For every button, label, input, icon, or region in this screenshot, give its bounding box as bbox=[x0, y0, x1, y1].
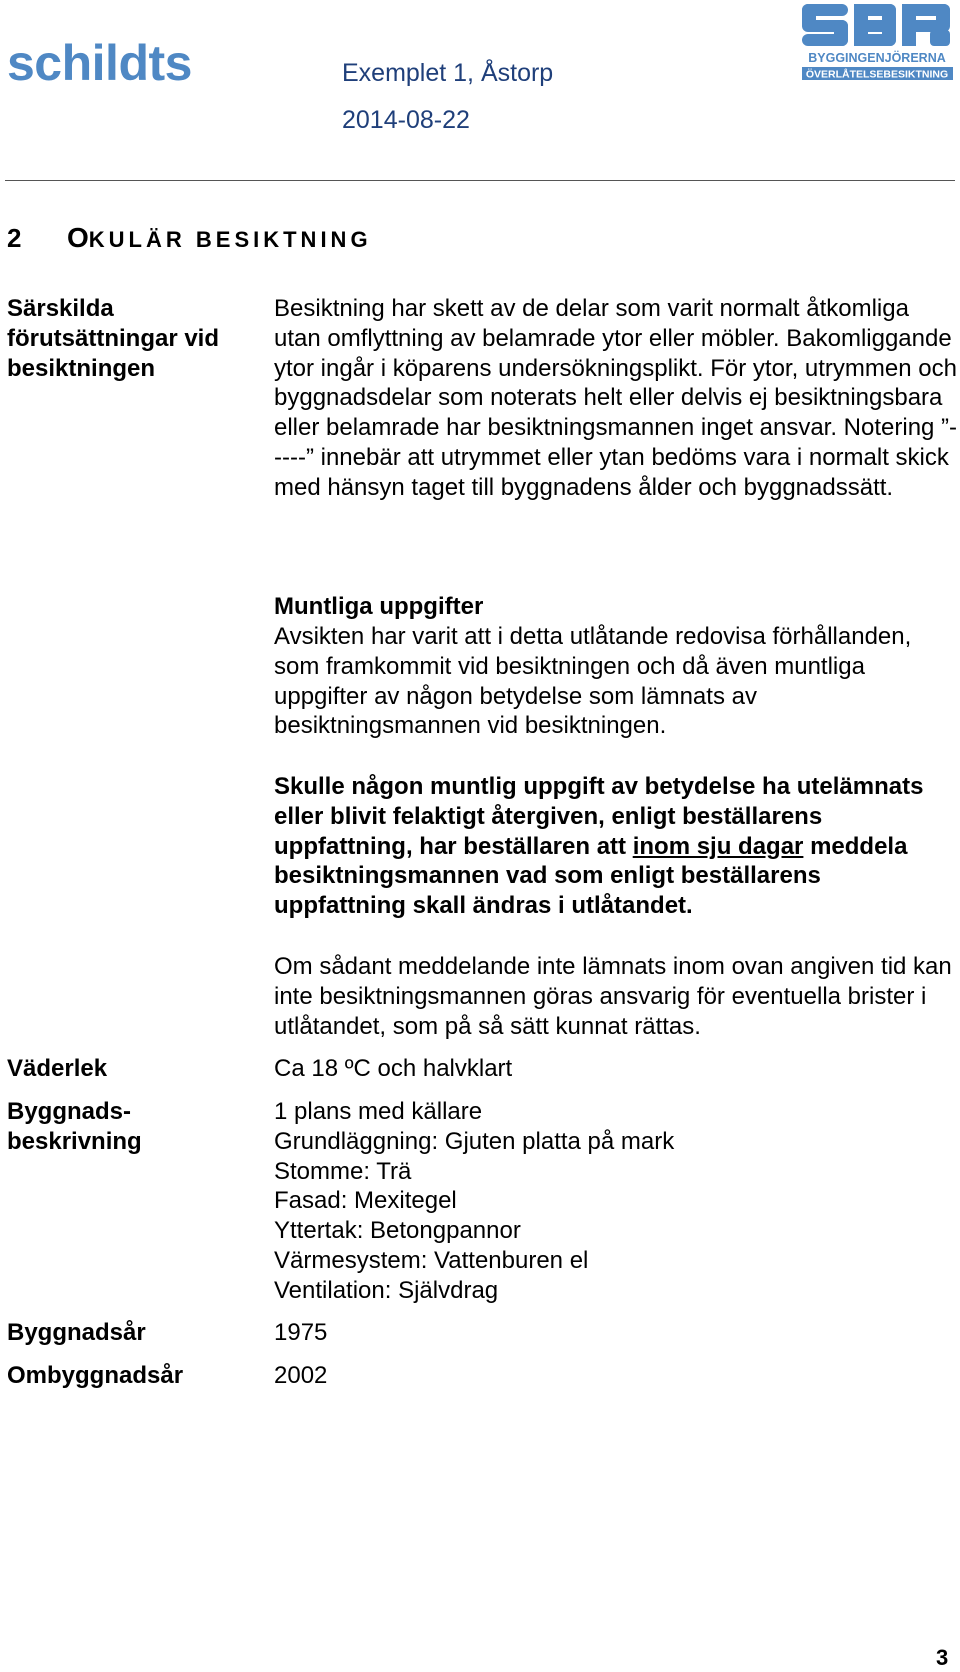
building-line: Grundläggning: Gjuten platta på mark bbox=[274, 1127, 675, 1155]
header-divider bbox=[5, 180, 955, 181]
building-line: Ventilation: Självdrag bbox=[274, 1276, 499, 1304]
correction-notice-part1: Skulle någon muntlig uppgift av betydelse ha utelämnats eller blivit felaktigt återgiven, enligt beställarens uppfattning, har beställaren att bbox=[274, 773, 924, 860]
section-number: 2 bbox=[7, 223, 22, 253]
correction-notice bbox=[274, 772, 959, 921]
build-year-label: Byggnadsår bbox=[7, 1319, 146, 1346]
conditions-label: Särskilda förutsättningar vid besiktningen bbox=[7, 295, 220, 382]
page-number: 3 bbox=[936, 1645, 949, 1670]
weather-value: Ca 18 ºC och halvklart bbox=[274, 1055, 513, 1082]
section-title-rest: KULÄR BESIKTNING bbox=[88, 227, 372, 252]
building-line: Stomme: Trä bbox=[274, 1157, 412, 1185]
report-title: Exemplet 1, Åstorp bbox=[342, 59, 554, 87]
building-label-line2: beskrivning bbox=[7, 1128, 142, 1155]
section-heading bbox=[7, 224, 372, 252]
conditions-paragraph: Besiktning har skett av de delar som varit normalt åtkomliga utan omflyttning av belamrade ytor eller möbler. Bakomliggande ytor ingår i köparens undersökningsplikt. För ytor, utrymmen och byggnadsdelar som noterats helt eller delvis ej besiktningsbara eller belamrade har besiktningsmannen inget ansvar. Notering ”-----” innebär att utrymmet eller ytan bedöms vara i normalt skick med hänsyn taget till byggnadens ålder och byggnadssätt. bbox=[274, 295, 958, 501]
building-line: Värmesystem: Vattenburen el bbox=[274, 1246, 589, 1274]
rebuild-year-value: 2002 bbox=[274, 1362, 328, 1389]
rebuild-year-label: Ombyggnadsår bbox=[7, 1362, 184, 1389]
logo-line2: ÖVERLÅTELSEBESIKTNING bbox=[805, 68, 949, 81]
correction-notice-part2: meddela besiktningsmannen vad som enligt beställarens uppfattning skall ändras i utlåtandet. bbox=[274, 832, 908, 920]
building-label bbox=[7, 1097, 142, 1157]
liability-text: Om sådant meddelande inte lämnats inom ovan angiven tid kan inte besiktningsmannen göras ansvarig för eventuella brister i utlåtandet, som på så sätt kunnat rättas. bbox=[274, 953, 952, 1040]
oral-info-heading: Muntliga uppgifter bbox=[274, 593, 484, 620]
correction-deadline: inom sju dagar bbox=[632, 832, 804, 860]
sbr-logo bbox=[800, 2, 955, 82]
building-line: 1 plans med källare bbox=[274, 1098, 483, 1125]
weather-label: Väderlek bbox=[7, 1055, 108, 1082]
report-date: 2014-08-22 bbox=[342, 106, 470, 134]
brand-logo-text: schildts bbox=[7, 35, 192, 91]
oral-info-text: Avsikten har varit att i detta utlåtande redovisa förhållanden, som framkommit vid besiktningen och då även muntliga uppgifter av någon betydelse som lämnats av besiktningsmannen vid besiktningen. bbox=[274, 623, 912, 740]
logo-line1: BYGGINGENJÖRERNA bbox=[808, 51, 946, 65]
building-line: Yttertak: Betongpannor bbox=[274, 1217, 521, 1245]
building-line: Fasad: Mexitegel bbox=[274, 1187, 457, 1215]
building-label-line1: Byggnads- bbox=[7, 1098, 132, 1125]
build-year-value: 1975 bbox=[274, 1319, 328, 1346]
building-description bbox=[274, 1097, 959, 1306]
section-title-first: O bbox=[67, 222, 89, 253]
